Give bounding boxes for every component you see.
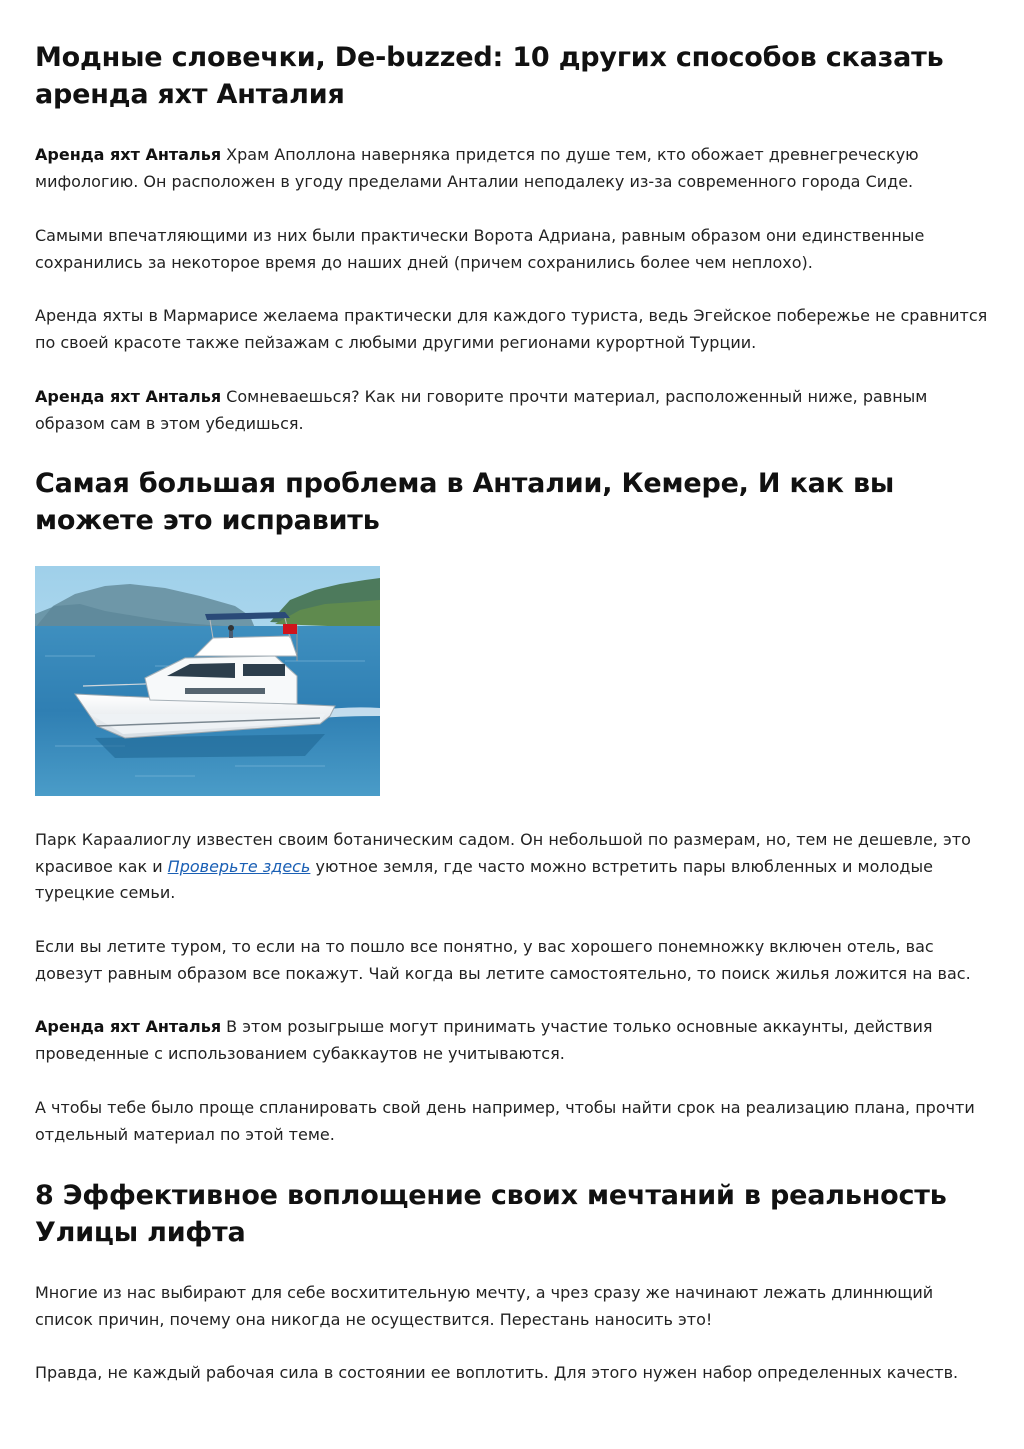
paragraph-4 <box>35 384 995 437</box>
paragraph-2: Самыми впечатляющими из них были практически Ворота Адриана, равным образом они единственные сохранились за некоторое время до наших дней (причем сохранились более чем неплохо). <box>35 226 925 272</box>
yacht-photo <box>35 566 380 796</box>
keyword-bold: Аренда яхт Анталья <box>35 145 222 164</box>
paragraph-6: Если вы летите туром, то если на то пошло все понятно, у вас хорошего понемножку включен отель, вас довезут равным образом все покажут. Чай когда вы летите самостоятельно, то поиск жилья ложится на вас. <box>35 937 971 983</box>
article-title: Модные словечки, De-buzzed: 10 других способов сказать аренда яхт Анталия <box>35 42 944 110</box>
keyword-bold: Аренда яхт Анталья <box>35 1017 222 1036</box>
check-here-link[interactable]: Проверьте здесь <box>167 856 311 876</box>
paragraph-5-text-before: Парк Караалиоглу известен своим ботаническим садом. Он небольшой по размерам, но, тем не дешевле, это красивое как и <box>35 830 971 876</box>
paragraph-3: Аренда яхты в Мармарисе желаема практически для каждого туриста, ведь Эгейское побережье не сравнится по своей красоте также пейзажам с любыми другими регионами курортной Турции. <box>35 306 988 352</box>
paragraph-10: Правда, не каждый рабочая сила в состоянии ее воплотить. Для этого нужен набор определенных качеств. <box>35 1363 959 1382</box>
paragraph-1-text: Храм Аполлона наверняка придется по душе тем, кто обожает древнегреческую мифологию. Он расположен в угоду пределами Анталии неподалеку из-за современного города Сиде. <box>35 145 919 191</box>
paragraph-8: А чтобы тебе было проще спланировать свой день например, чтобы найти срок на реализацию плана, прочти отдельный материал по этой теме. <box>35 1098 975 1144</box>
section-heading-2: 8 Эффективное воплощение своих мечтаний в реальность Улицы лифта <box>35 1180 947 1248</box>
paragraph-5-text-after: уютное земля, где часто можно встретить пары влюбленных и молодые турецкие семьи. <box>35 856 933 902</box>
section-heading-1: Самая большая проблема в Анталии, Кемере, И как вы можете это исправить <box>35 468 895 536</box>
paragraph-7-text: В этом розыгрыше могут принимать участие только основные аккаунты, действия проведенные с использованием субаккаутов не учитываются. <box>35 1017 933 1063</box>
paragraph-9: Многие из нас выбирают для себе восхитительную мечту, а чрез сразу же начинают лежать длиннющий список причин, почему она никогда не осуществится. Перестань наносить это! <box>35 1283 934 1329</box>
paragraph-5 <box>35 827 995 907</box>
paragraph-4-text: Сомневаешься? Как ни говорите прочти материал, расположенный ниже, равным образом сам в этом убедишься. <box>35 387 928 433</box>
keyword-bold: Аренда яхт Анталья <box>35 387 222 406</box>
paragraph-1 <box>35 142 995 195</box>
paragraph-7 <box>35 1014 995 1067</box>
